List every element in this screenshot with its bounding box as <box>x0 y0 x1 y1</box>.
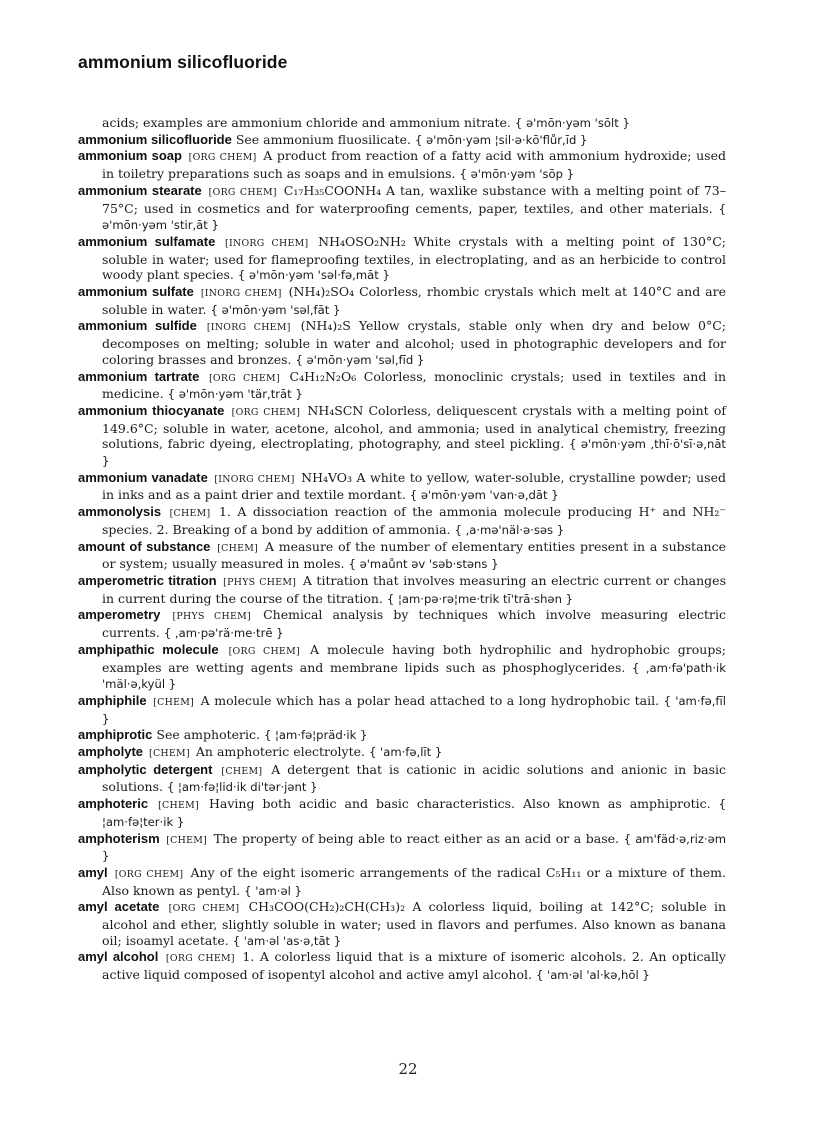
entry-headword: ammonium sulfamate <box>78 233 216 249</box>
entry-pronunciation: { 'am·fə,līt } <box>368 745 443 760</box>
dictionary-entry <box>78 132 726 149</box>
entry-field-label: [PHYS CHEM] <box>172 611 252 623</box>
entry-field-label: [CHEM] <box>166 834 208 846</box>
dictionary-entry <box>78 744 726 762</box>
entry-pronunciation: { ə'mōn·yəm 'səl,fīd } <box>295 352 425 367</box>
entry-definition: A molecule having both hydrophilic and hydrophobic groups; examples are wetting agents and membrane lipids such as phosphoglycerides. <box>102 641 726 675</box>
dictionary-entry <box>78 183 726 234</box>
dictionary-entry <box>78 693 726 727</box>
entry-field-label: [ORG CHEM] <box>165 953 235 965</box>
entry-headword: ammonium tartrate <box>78 368 200 384</box>
entry-headword: amyl alcohol <box>78 949 159 965</box>
entry-headword: ammonium sulfate <box>78 284 194 300</box>
entry-definition: Chemical analysis by techniques which involve measuring electric currents. <box>102 607 726 641</box>
dictionary-entry <box>78 318 726 368</box>
entry-field-label: [INORG CHEM] <box>214 473 295 485</box>
entry-field-label: [ORG CHEM] <box>168 903 240 915</box>
entry-definition: (NH₄)₂S Yellow crystals, stable only when dry and below 0°C; decomposes on melting; soluble in water and alcohol; used in photographic developers and for coloring brasses and bronzes. <box>102 318 726 367</box>
entry-field-label: [ORG CHEM] <box>188 152 257 164</box>
entry-field-label: [INORG CHEM] <box>200 288 282 300</box>
dictionary-entry <box>78 573 726 607</box>
entry-field-label: [CHEM] <box>221 765 263 777</box>
entry-headword: ampholytic detergent <box>78 761 213 777</box>
entry-pronunciation: { ə'mōn·yəm ¦sil·ə·kō'flůr,īd } <box>414 132 588 147</box>
dictionary-entry <box>78 642 726 693</box>
entry-pronunciation: { ə'mōn·yəm ,thī·ō'sī·ə,nāt } <box>102 437 726 469</box>
dictionary-entry <box>78 470 726 504</box>
dictionary-entry <box>78 148 726 182</box>
page-number: 22 <box>398 1060 418 1078</box>
entry-definition: C₁₇H₃₅COONH₄ A tan, waxlike substance with a melting point of 73–75°C; used in cosmetics and for waterproofing cements, paper, textiles, and other materials. <box>102 182 726 216</box>
entry-pronunciation: { ¦am·pə·rə¦me·trik tī'trā·shən } <box>386 591 573 606</box>
dictionary-entry <box>78 831 726 865</box>
dictionary-entry <box>78 727 726 744</box>
dictionary-entry <box>78 403 726 470</box>
entry-definition: See amphoteric. <box>156 727 260 743</box>
entry-headword: amphoteric <box>78 796 149 812</box>
entry-definition: NH₄OSO₂NH₂ White crystals with a melting point of 130°C; soluble in water; used for flameproofing textiles, in electroplating, and as an herbicide to control woody plant species. <box>102 233 726 283</box>
dictionary-entry <box>78 949 726 983</box>
entry-definition: CH₃COO(CH₂)₂CH(CH₃)₂ A colorless liquid, boiling at 142°C; soluble in alcohol and ether, slightly soluble in water; used in flavors and perfumes. Also known as banana oil; isoamyl acetate. <box>102 899 726 948</box>
entry-definition: C₄H₁₂N₂O₆ Colorless, monoclinic crystals; used in textiles and in medicine. <box>102 368 726 402</box>
entry-definition: A measure of the number of elementary entities present in a substance or system; usually measured in moles. <box>102 538 726 572</box>
entry-field-label: [CHEM] <box>217 542 259 554</box>
entry-headword: ammonium stearate <box>78 182 202 198</box>
entry-definition: A molecule which has a polar head attached to a long hydrophobic tail. <box>200 692 660 708</box>
entry-field-label: [CHEM] <box>158 800 199 812</box>
entry-list <box>78 115 726 984</box>
entry-pronunciation: { ə'maůnt əv 'səb·stəns } <box>348 557 499 572</box>
dictionary-entry <box>78 796 726 830</box>
entry-definition: A detergent that is cationic in acidic solutions and anionic in basic solutions. <box>102 761 726 795</box>
entry-headword: amyl <box>78 864 108 880</box>
dictionary-entry <box>78 607 726 641</box>
entry-field-label: [INORG CHEM] <box>206 322 291 334</box>
entry-headword: amperometry <box>78 607 161 623</box>
entry-pronunciation: { ə'mōn·yəm 'tär,trāt } <box>167 387 303 402</box>
entry-definition: See ammonium fluosilicate. <box>235 131 411 147</box>
entry-pronunciation: { ¦am·fə¦ter·ik } <box>102 797 726 829</box>
entry-pronunciation: { 'am·fə,fīl } <box>102 693 726 726</box>
entry-field-label: [CHEM] <box>169 508 211 520</box>
entry-definition: 1. A dissociation reaction of the ammonia molecule producing H⁺ and NH₂⁻ species. 2. Breaking of a bond by addition of ammonia. <box>102 504 726 537</box>
entry-pronunciation: { ə'mōn·yəm 'səl,fāt } <box>210 302 341 317</box>
dictionary-entry <box>78 865 726 899</box>
entry-definition: The property of being able to react either as an acid or a base. <box>213 830 620 846</box>
entry-field-label: [INORG CHEM] <box>224 237 309 249</box>
entry-headword: ammonium silicofluoride <box>78 131 232 147</box>
entry-field-label: [PHYS CHEM] <box>223 576 297 588</box>
entry-definition: A product from reaction of a fatty acid with ammonium hydroxide; used in toiletry preparations such as soaps and in emulsions. <box>102 148 726 182</box>
dictionary-entry <box>78 899 726 949</box>
entry-pronunciation: { am'fäd·ə,riz·əm } <box>102 831 727 864</box>
entry-definition: (NH₄)₂SO₄ Colorless, rhombic crystals which melt at 140°C and are soluble in water. <box>102 284 726 317</box>
entry-pronunciation: { 'am·əl } <box>244 883 302 898</box>
entry-definition: A titration that involves measuring an electric current or changes in current during the course of the titration. <box>102 572 726 606</box>
entry-headword: ammonium vanadate <box>78 469 208 485</box>
entry-headword: ammonium thiocyanate <box>78 402 225 418</box>
entry-pronunciation: { 'am·əl 'as·ə,tāt } <box>232 933 342 948</box>
entry-headword: amphiprotic <box>78 727 153 743</box>
entry-field-label: [ORG CHEM] <box>228 645 300 657</box>
entry-field-label: [CHEM] <box>149 748 190 760</box>
entry-definition: NH₄SCN Colorless, deliquescent crystals with a melting point of 149.6°C; soluble in water, acetone, alcohol, and ammonia; used in analytical chemistry, freezing solutions, fabric dyeing, electroplating, photography, and steel pickling. <box>102 402 726 452</box>
dictionary-entry <box>78 284 726 318</box>
entry-field-label: [CHEM] <box>153 696 195 708</box>
entry-pronunciation: { ə'mōn·yəm 'sōp } <box>459 167 575 182</box>
entry-field-label: [ORG CHEM] <box>208 372 280 384</box>
dictionary-entry <box>78 504 726 538</box>
entry-headword: ammonium sulfide <box>78 318 197 334</box>
entry-pronunciation: { 'am·əl 'al·kə,hōl } <box>535 968 650 983</box>
dictionary-entry <box>78 762 726 796</box>
entry-headword: ammonium soap <box>78 148 182 164</box>
entry-definition: An amphoteric electrolyte. <box>195 744 365 760</box>
entry-definition: 1. A colorless liquid that is a mixture of isomeric alcohols. 2. An optically active liquid composed of isopentyl alcohol and active amyl alcohol. <box>102 949 726 983</box>
entry-pronunciation: { ,a·mə'näl·ə·səs } <box>454 522 565 537</box>
entry-headword: amphipathic molecule <box>78 641 219 657</box>
entry-headword: ammonolysis <box>78 504 162 520</box>
entry-headword: amyl acetate <box>78 899 160 915</box>
entry-headword: amphiphile <box>78 692 147 708</box>
dictionary-entry <box>78 115 726 132</box>
dictionary-entry <box>78 539 726 573</box>
entry-pronunciation: { ¦am·fə¦lid·ik di'tər·jənt } <box>166 780 318 795</box>
entry-definition: Having both acidic and basic characteristics. Also known as amphiprotic. <box>209 796 711 812</box>
entry-field-label: [ORG CHEM] <box>231 406 301 418</box>
entry-headword: amount of substance <box>78 538 211 554</box>
entry-headword: amperometric titration <box>78 572 217 588</box>
entry-field-label: [ORG CHEM] <box>208 186 277 198</box>
entry-pronunciation: { ¦am·fə¦präd·ik } <box>263 728 368 743</box>
entry-headword: ampholyte <box>78 744 144 760</box>
entry-field-label: [ORG CHEM] <box>114 868 184 880</box>
running-head: ammonium silicofluoride <box>78 52 288 72</box>
entry-pronunciation: { ,am·fə'path·ik 'mäl·ə,kyül } <box>102 660 726 692</box>
entry-definition: acids; examples are ammonium chloride and ammonium nitrate. <box>102 115 511 130</box>
entry-headword: amphoterism <box>78 830 160 846</box>
dictionary-entry <box>78 369 726 403</box>
entry-pronunciation: { ,am·pə'rä·me·trē } <box>163 626 284 641</box>
entry-pronunciation: { ə'mōn·yəm 'van·ə,dāt } <box>409 488 559 503</box>
entry-pronunciation: { ə'mōn·yəm 'sōlt } <box>514 116 630 130</box>
entry-definition: NH₄VO₃ A white to yellow, water-soluble, crystalline powder; used in inks and as a paint drier and textile mordant. <box>102 469 726 503</box>
dictionary-entry <box>78 234 726 284</box>
entry-pronunciation: { ə'mōn·yəm 'stir,āt } <box>102 201 726 233</box>
entry-definition: Any of the eight isomeric arrangements of the radical C₅H₁₁ or a mixture of them. Also known as pentyl. <box>102 864 726 898</box>
entry-pronunciation: { ə'mōn·yəm 'səl·fə,māt } <box>237 268 390 283</box>
